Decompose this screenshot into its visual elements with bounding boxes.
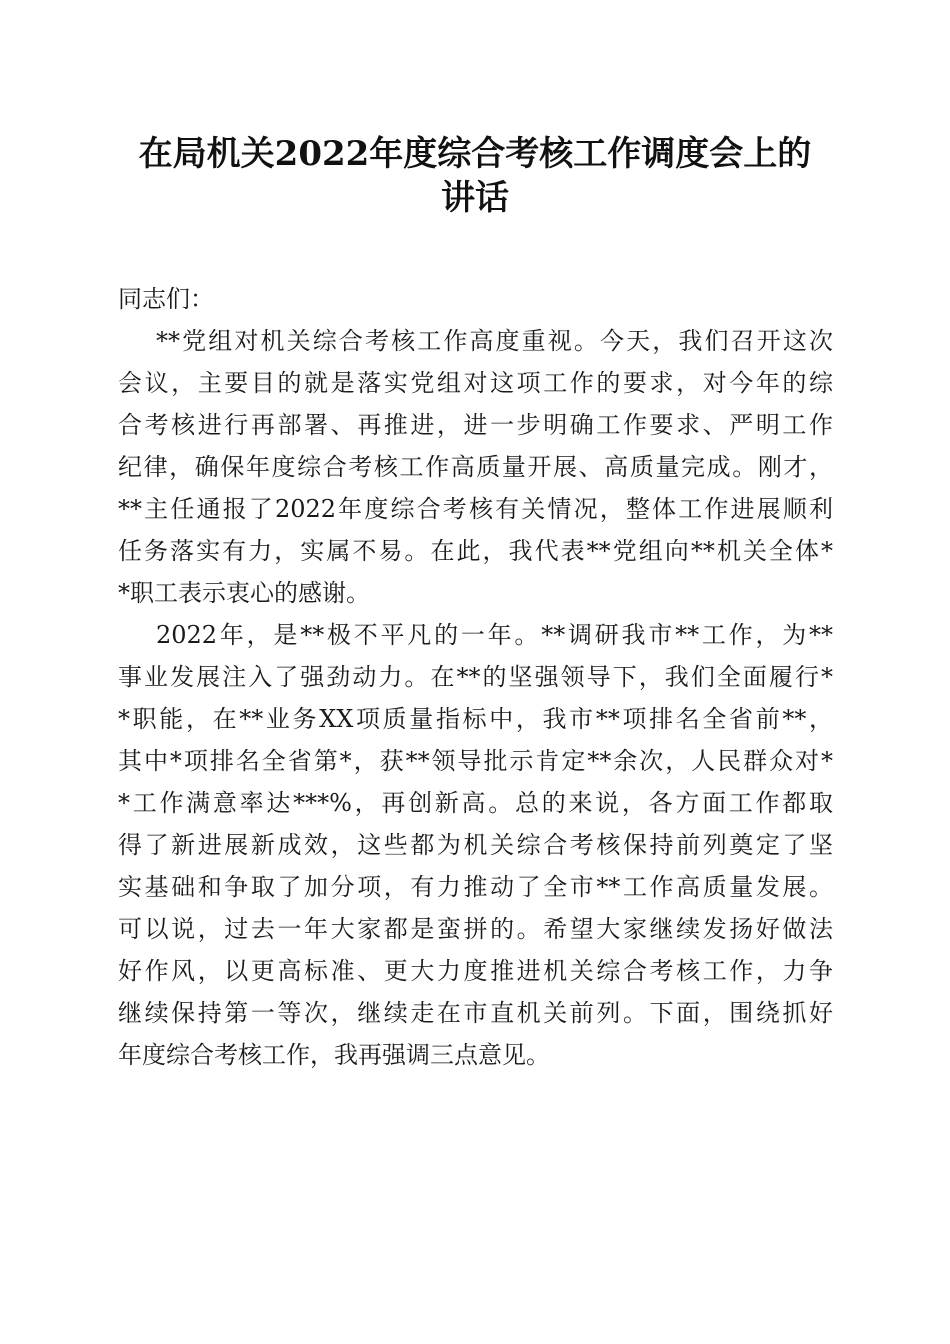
paragraph-line: 好作风，以更高标准、更大力度推进机关综合考核工作，力争 (118, 957, 833, 985)
paragraph-line: 纪律，确保年度综合考核工作高质量开展、高质量完成。刚才， (118, 453, 833, 481)
paragraph-line: 2022年，是**极不平凡的一年。**调研我市**工作，为** (156, 621, 833, 649)
paragraph-line: 年度综合考核工作，我再强调三点意见。 (118, 1041, 550, 1069)
title-line-2: 讲话 (441, 178, 509, 218)
paragraph-line: 实基础和争取了加分项，有力推动了全市**工作高质量发展。 (118, 873, 833, 901)
paragraph-line: *工作满意率达***%，再创新高。总的来说，各方面工作都取 (118, 789, 833, 817)
greeting: 同志们： (118, 285, 214, 313)
paragraph-line: 可以说，过去一年大家都是蛮拼的。希望大家继续发扬好做法 (118, 915, 833, 943)
paragraph-1 (118, 320, 833, 614)
paragraph-line: 其中*项排名全省第*，获**领导批示肯定**余次，人民群众对* (118, 747, 833, 775)
paragraph-2 (118, 614, 833, 1076)
paragraph-line: **党组对机关综合考核工作高度重视。今天，我们召开这次 (156, 327, 833, 355)
paragraph-line: *职能，在**业务XX项质量指标中，我市**项排名全省前**， (118, 705, 833, 733)
title-line-1: 在局机关2022年度综合考核工作调度会上的 (138, 134, 812, 174)
paragraph-line: *职工表示衷心的感谢。 (118, 579, 370, 607)
paragraph-line: 任务落实有力，实属不易。在此，我代表**党组向**机关全体* (118, 537, 833, 565)
paragraph-line: **主任通报了2022年度综合考核有关情况，整体工作进展顺利 (118, 495, 833, 523)
paragraph-line: 合考核进行再部署、再推进，进一步明确工作要求、严明工作 (118, 411, 833, 439)
paragraph-line: 事业发展注入了强劲动力。在**的坚强领导下，我们全面履行* (118, 663, 833, 691)
document-body (118, 278, 833, 1076)
paragraph-line: 会议，主要目的就是落实党组对这项工作的要求，对今年的综 (118, 369, 833, 397)
document-title (100, 132, 850, 220)
paragraph-line: 得了新进展新成效，这些都为机关综合考核保持前列奠定了坚 (118, 831, 833, 859)
paragraph-line: 继续保持第一等次，继续走在市直机关前列。下面，围绕抓好 (118, 999, 833, 1027)
